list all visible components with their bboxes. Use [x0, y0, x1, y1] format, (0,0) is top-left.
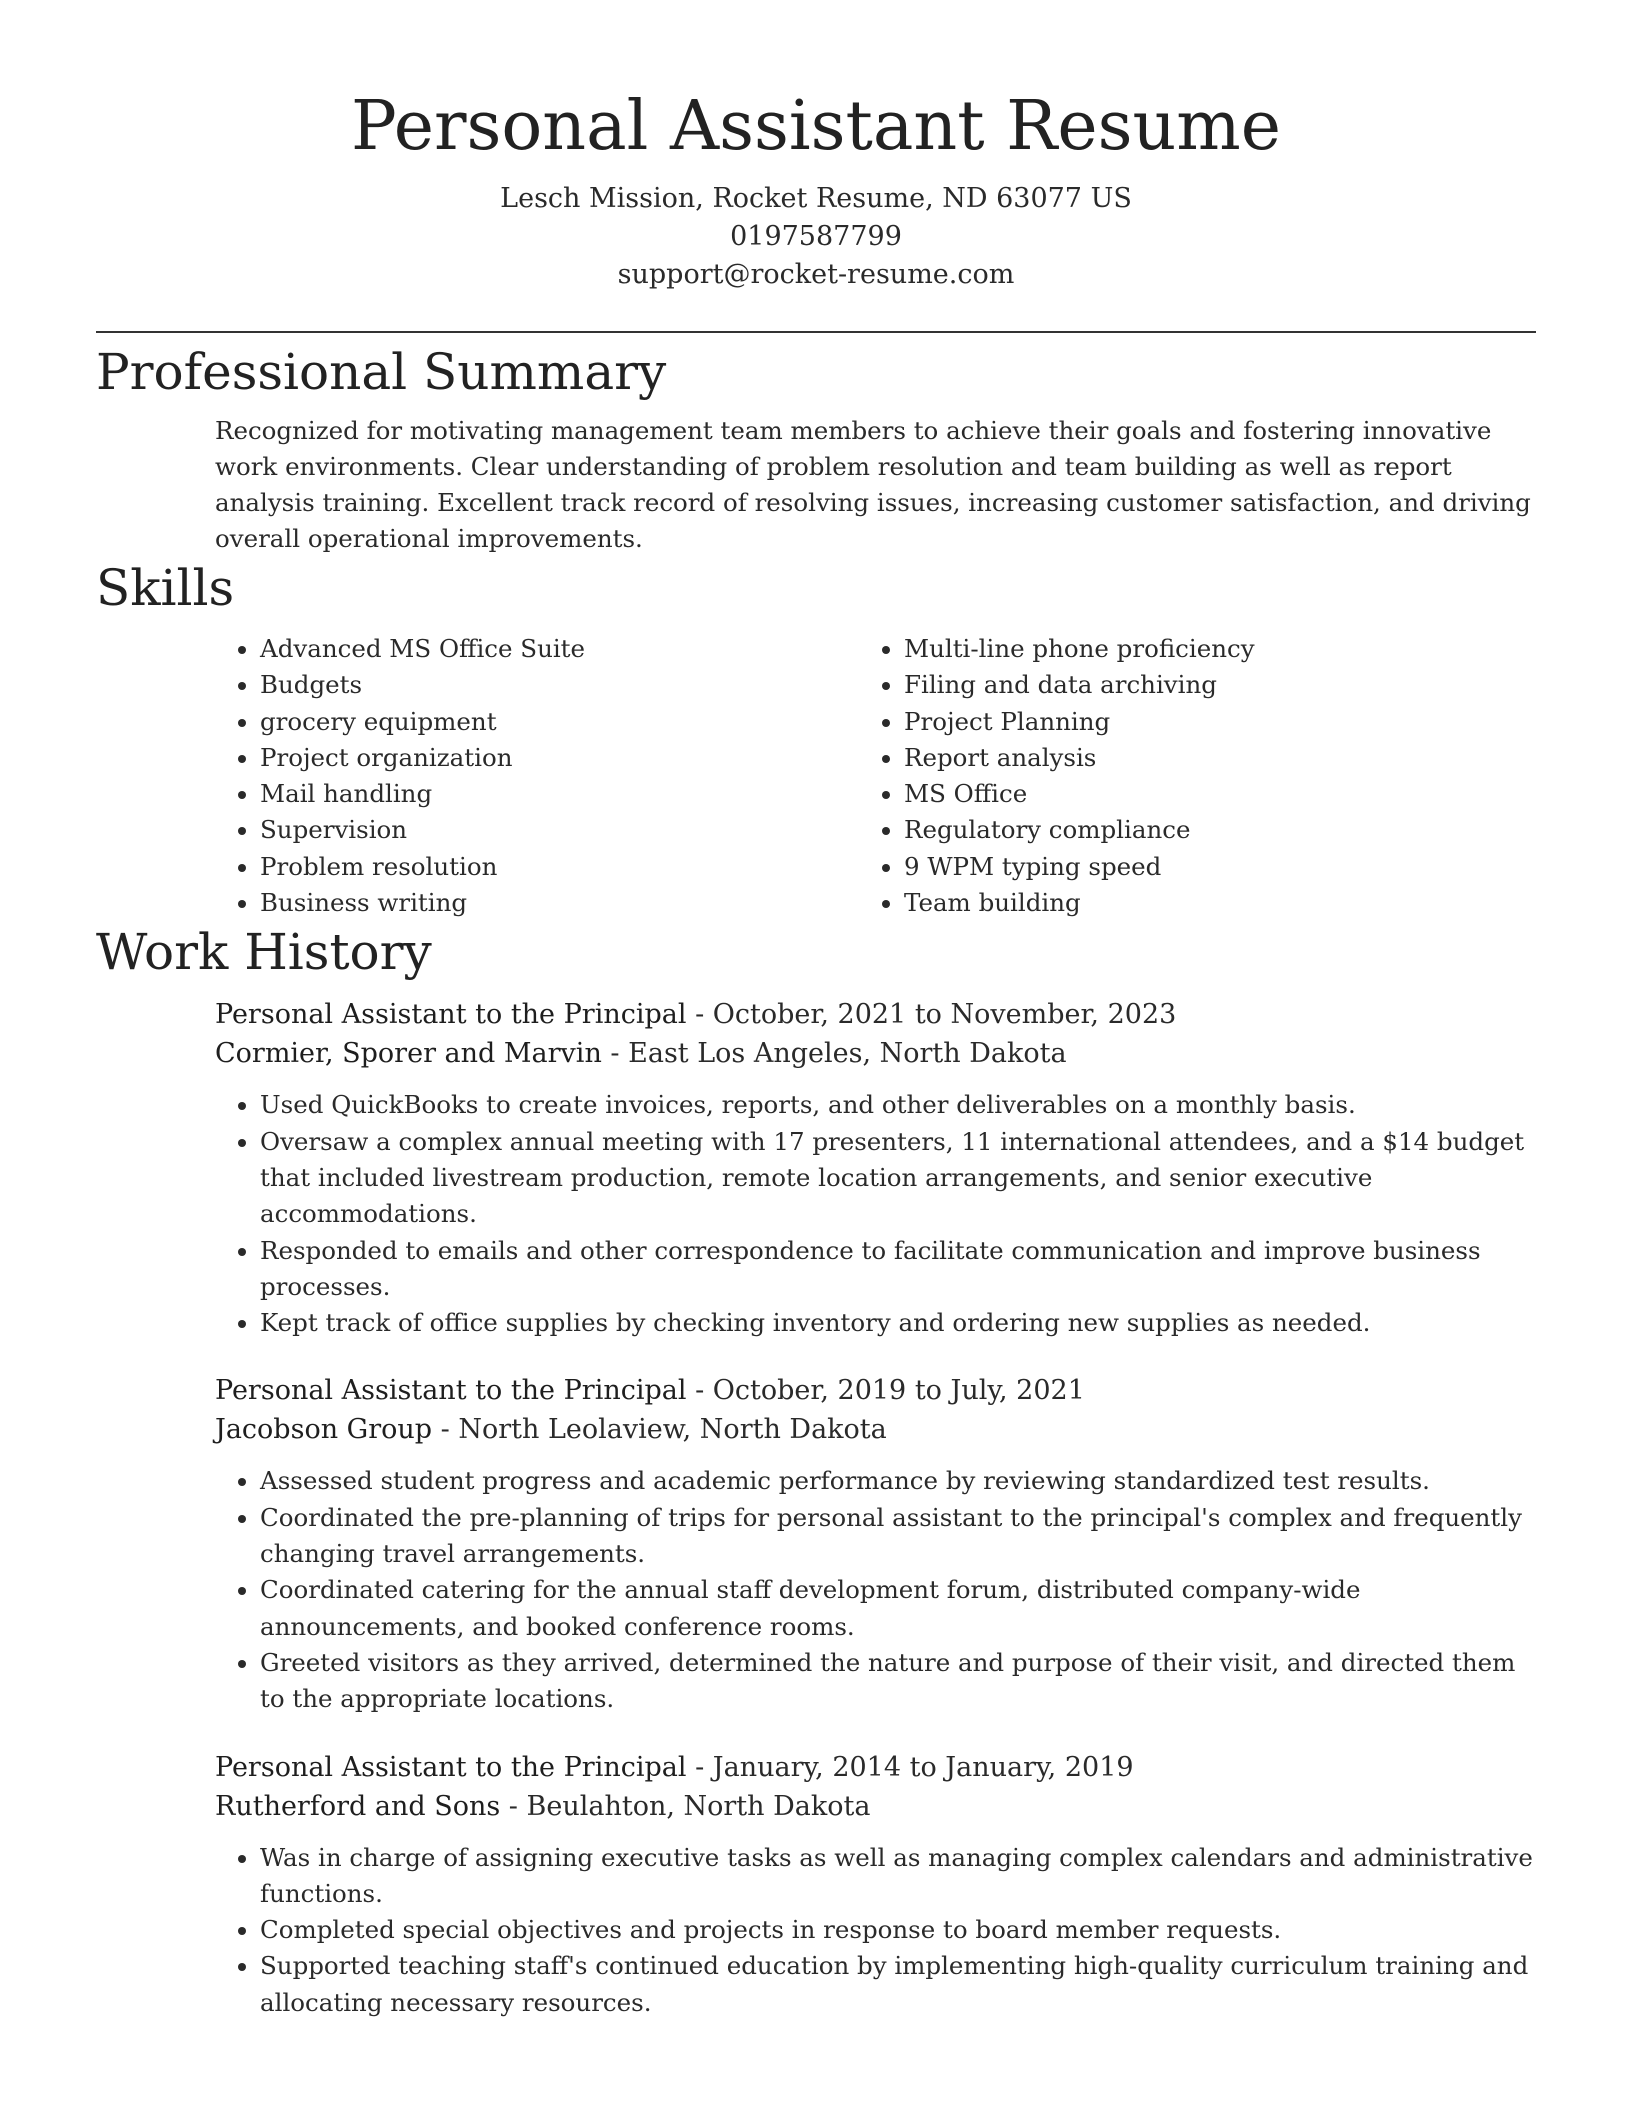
job-entry — [215, 1371, 1536, 1717]
job-bullet: • Coordinated catering for the annual staff development forum, distributed company-wide announcements, and booked conference rooms. — [260, 1572, 1540, 1645]
skill-item: • Project Planning — [904, 704, 1504, 740]
skill-item: • MS Office — [904, 776, 1504, 812]
job-bullet: • Oversaw a complex annual meeting with 17 presenters, 11 international attendees, and a $14 budget that included livestream production, remote location arrangements, and senior executive accommodations. — [260, 1124, 1540, 1233]
job-bullet: • Kept track of office supplies by checking inventory and ordering new supplies as needed. — [260, 1305, 1540, 1341]
job-bullets — [215, 1463, 1540, 1717]
job-title: Personal Assistant to the Principal — [215, 999, 687, 1031]
job-bullet: • Supported teaching staff's continued education by implementing high-quality curriculum training and allocating necessary resources. — [260, 1948, 1540, 2021]
job-title: Personal Assistant to the Principal — [215, 1751, 687, 1783]
job-bullet: • Was in charge of assigning executive tasks as well as managing complex calendars and administrative functions. — [260, 1840, 1540, 1913]
skill-item: • Business writing — [260, 885, 746, 921]
job-bullet: • Responded to emails and other correspondence to facilitate communication and improve business processes. — [260, 1233, 1540, 1306]
job-bullet: • Greeted visitors as they arrived, determined the nature and purpose of their visit, and directed them to the appropriate locations. — [260, 1645, 1540, 1718]
skill-item: • Team building — [904, 885, 1504, 921]
skill-item: • Report analysis — [904, 740, 1504, 776]
skill-item: • Budgets — [260, 667, 746, 703]
work-history-section — [96, 921, 1536, 2021]
job-company: Rutherford and Sons — [215, 1790, 501, 1822]
skill-item: • Multi-line phone proficiency — [904, 631, 1504, 667]
job-location: - Beulahton, North Dakota — [500, 1790, 871, 1822]
skill-item: • 9 WPM typing speed — [904, 849, 1504, 885]
skills-list-right — [746, 631, 1504, 921]
job-dates: - January, 2014 to January, 2019 — [686, 1751, 1134, 1783]
job-title-line — [215, 1748, 1536, 1787]
summary-text: Recognized for motivating management team members to achieve their goals and fostering innovative work environments. Clear understanding of problem resolution and team building as well as report analysis training. Excellent track record of resolving issues, increasing customer satisfaction, and driving overall operational improvements. — [215, 416, 1531, 553]
job-bullet: • Coordinated the pre-planning of trips for personal assistant to the principal's complex and frequently changing travel arrangements. — [260, 1500, 1540, 1573]
job-location: - East Los Angeles, North Dakota — [601, 1038, 1067, 1070]
summary-section — [96, 341, 1536, 557]
job-bullet: • Assessed student progress and academic performance by reviewing standardized test results. — [260, 1463, 1540, 1499]
contact-phone: 0197587799 — [730, 221, 902, 252]
job-company: Cormier, Sporer and Marvin — [215, 1038, 602, 1070]
contact-address: Lesch Mission, Rocket Resume, ND 63077 US — [500, 183, 1132, 214]
job-company: Jacobson Group — [215, 1414, 433, 1446]
contact-email: support@rocket-resume.com — [617, 259, 1015, 290]
job-company-line — [215, 1787, 1536, 1826]
skill-item: • Filing and data archiving — [904, 667, 1504, 703]
job-bullet: • Used QuickBooks to create invoices, reports, and other deliverables on a monthly basis. — [260, 1087, 1540, 1123]
skill-item: • grocery equipment — [260, 704, 746, 740]
skill-item: • Advanced MS Office Suite — [260, 631, 746, 667]
job-entry — [215, 995, 1536, 1341]
skill-item: • Supervision — [260, 812, 746, 848]
resume-header — [96, 0, 1536, 294]
skill-item: • Project organization — [260, 740, 746, 776]
skills-grid — [96, 631, 1536, 921]
header-divider — [96, 331, 1536, 333]
job-title-line — [215, 995, 1536, 1034]
skill-item: • Regulatory compliance — [904, 812, 1504, 848]
job-location: - North Leolaview, North Dakota — [432, 1414, 887, 1446]
job-title: Personal Assistant to the Principal — [215, 1375, 687, 1407]
job-title-line — [215, 1371, 1536, 1410]
job-bullets — [215, 1087, 1540, 1341]
skills-list-left — [96, 631, 746, 921]
job-bullets — [215, 1840, 1540, 2021]
skills-heading: Skills — [96, 559, 235, 617]
skills-section — [96, 557, 1536, 921]
resume-title: Personal Assistant Resume — [351, 87, 1281, 166]
job-company-line — [215, 1034, 1536, 1073]
resume-page — [96, 0, 1536, 2021]
job-entry — [215, 1748, 1536, 2021]
skill-item: • Problem resolution — [260, 849, 746, 885]
work-history-heading: Work History — [96, 923, 432, 982]
job-dates: - October, 2021 to November, 2023 — [686, 999, 1177, 1031]
contact-info — [96, 180, 1536, 294]
summary-heading: Professional Summary — [96, 343, 667, 401]
job-company-line — [215, 1410, 1536, 1449]
job-dates: - October, 2019 to July, 2021 — [686, 1375, 1085, 1407]
job-bullet: • Completed special objectives and projects in response to board member requests. — [260, 1912, 1540, 1948]
skill-item: • Mail handling — [260, 776, 746, 812]
